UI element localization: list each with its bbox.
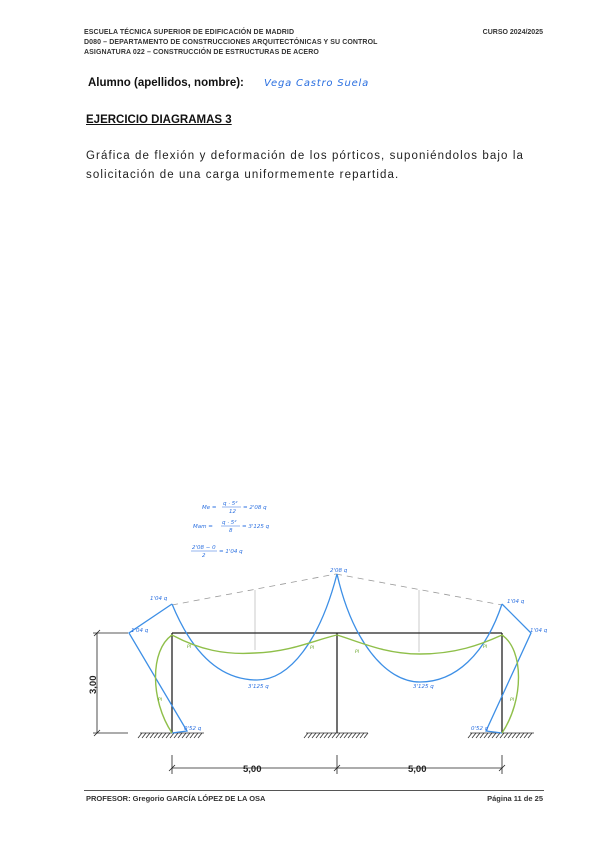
dimension-lines: [93, 630, 505, 774]
supports: [138, 733, 534, 738]
svg-text:PI: PI: [355, 650, 360, 655]
footer-rule: [84, 790, 544, 791]
hatch-stroke: [198, 733, 202, 738]
exercise-title: EJERCICIO DIAGRAMAS 3: [86, 114, 232, 126]
hatch-stroke: [162, 733, 166, 738]
svg-text:8: 8: [229, 528, 233, 534]
svg-text:= 3'125 q: = 3'125 q: [242, 524, 270, 530]
hatch-stroke: [304, 733, 308, 738]
svg-text:q · 5²: q · 5²: [223, 501, 238, 507]
hatch-stroke: [360, 733, 364, 738]
header-course: CURSO 2024/2025: [482, 29, 543, 36]
hatch-stroke: [476, 733, 480, 738]
hatch-stroke: [324, 733, 328, 738]
hatch-stroke: [166, 733, 170, 738]
dim-span-2: 5,00: [408, 764, 427, 775]
hatch-stroke: [520, 733, 524, 738]
hatch-stroke: [348, 733, 352, 738]
hatch-stroke: [356, 733, 360, 738]
header-subject: ASIGNATURA 022 – CONSTRUCCIÓN DE ESTRUCTURAS DE ACERO: [84, 49, 319, 56]
hatch-stroke: [312, 733, 316, 738]
hatch-stroke: [142, 733, 146, 738]
svg-text:1'04 q: 1'04 q: [131, 628, 149, 634]
hatch-stroke: [178, 733, 182, 738]
svg-text:= 1'04 q: = 1'04 q: [219, 549, 243, 555]
hatch-stroke: [488, 733, 492, 738]
hatch-stroke: [512, 733, 516, 738]
hatch-stroke: [508, 733, 512, 738]
svg-text:2'08 − 0: 2'08 − 0: [192, 545, 216, 551]
svg-text:3'125 q: 3'125 q: [413, 684, 434, 690]
hatch-stroke: [352, 733, 356, 738]
frame-structure: [172, 633, 502, 733]
hatch-stroke: [500, 733, 504, 738]
svg-text:Mam =: Mam =: [193, 524, 213, 530]
hatch-stroke: [496, 733, 500, 738]
hatch-stroke: [308, 733, 312, 738]
dim-span-1: 5,00: [243, 764, 262, 775]
footer-page: Página 11 de 25: [487, 794, 543, 803]
hatch-stroke: [190, 733, 194, 738]
svg-text:PI: PI: [483, 645, 488, 650]
hatch-stroke: [492, 733, 496, 738]
svg-text:= 2'08 q: = 2'08 q: [243, 505, 267, 511]
svg-text:2: 2: [202, 553, 206, 559]
bending-moment-diagram: [129, 574, 531, 733]
hatch-stroke: [480, 733, 484, 738]
hatch-stroke: [364, 733, 368, 738]
svg-text:Me =: Me =: [202, 505, 217, 511]
svg-text:12: 12: [229, 509, 236, 515]
reference-dashed-lines: [172, 574, 502, 605]
svg-text:2'08 q: 2'08 q: [330, 568, 348, 574]
moment-labels: [131, 568, 548, 732]
svg-text:PI: PI: [510, 698, 515, 703]
svg-text:3'125 q: 3'125 q: [248, 684, 269, 690]
support-hatch-mid: [304, 733, 368, 738]
footer-professor: PROFESOR: Gregorio GARCÍA LÓPEZ DE LA OSA: [86, 794, 266, 803]
hatch-stroke: [138, 733, 142, 738]
hatch-stroke: [484, 733, 488, 738]
svg-text:0'52 q: 0'52 q: [184, 726, 202, 732]
header-department: D080 – DEPARTAMENTO DE CONSTRUCCIONES ARQUITECTÓNICAS Y SU CONTROL: [84, 39, 378, 46]
svg-text:0'52 q: 0'52 q: [471, 726, 489, 732]
svg-text:PI: PI: [158, 698, 163, 703]
support-hatch-left: [138, 733, 202, 738]
svg-text:PI: PI: [187, 645, 192, 650]
hatch-stroke: [146, 733, 150, 738]
hatch-stroke: [528, 733, 532, 738]
svg-text:1'04 q: 1'04 q: [150, 596, 168, 602]
hatch-stroke: [472, 733, 476, 738]
hatch-stroke: [158, 733, 162, 738]
hatch-stroke: [328, 733, 332, 738]
student-name: Vega Castro Suela: [264, 78, 370, 89]
hatch-stroke: [174, 733, 178, 738]
hatch-stroke: [170, 733, 174, 738]
hatch-stroke: [344, 733, 348, 738]
hatch-stroke: [186, 733, 190, 738]
hatch-stroke: [154, 733, 158, 738]
hatch-stroke: [336, 733, 340, 738]
svg-text:1'04 q: 1'04 q: [530, 628, 548, 634]
dim-height: 3,00: [88, 675, 99, 694]
hatch-stroke: [150, 733, 154, 738]
hatch-stroke: [468, 733, 472, 738]
svg-text:PI: PI: [310, 646, 315, 651]
hatch-stroke: [516, 733, 520, 738]
hatch-stroke: [332, 733, 336, 738]
hatch-stroke: [194, 733, 198, 738]
hatch-stroke: [524, 733, 528, 738]
hatch-stroke: [320, 733, 324, 738]
hatch-stroke: [182, 733, 186, 738]
support-hatch-right: [468, 733, 532, 738]
svg-text:1'04 q: 1'04 q: [507, 599, 525, 605]
svg-text:q · 5²: q · 5²: [222, 520, 237, 526]
hatch-stroke: [340, 733, 344, 738]
exercise-statement: Gráfica de flexión y deformación de los pórticos, suponiéndolos bajo la solicitación de una carga uniformemente repartida.: [86, 150, 525, 181]
calc-notes: [191, 500, 270, 559]
hatch-stroke: [504, 733, 508, 738]
student-label: Alumno (apellidos, nombre):: [88, 77, 244, 89]
header-school: ESCUELA TÉCNICA SUPERIOR DE EDIFICACIÓN DE MADRID: [84, 29, 295, 36]
hatch-stroke: [316, 733, 320, 738]
